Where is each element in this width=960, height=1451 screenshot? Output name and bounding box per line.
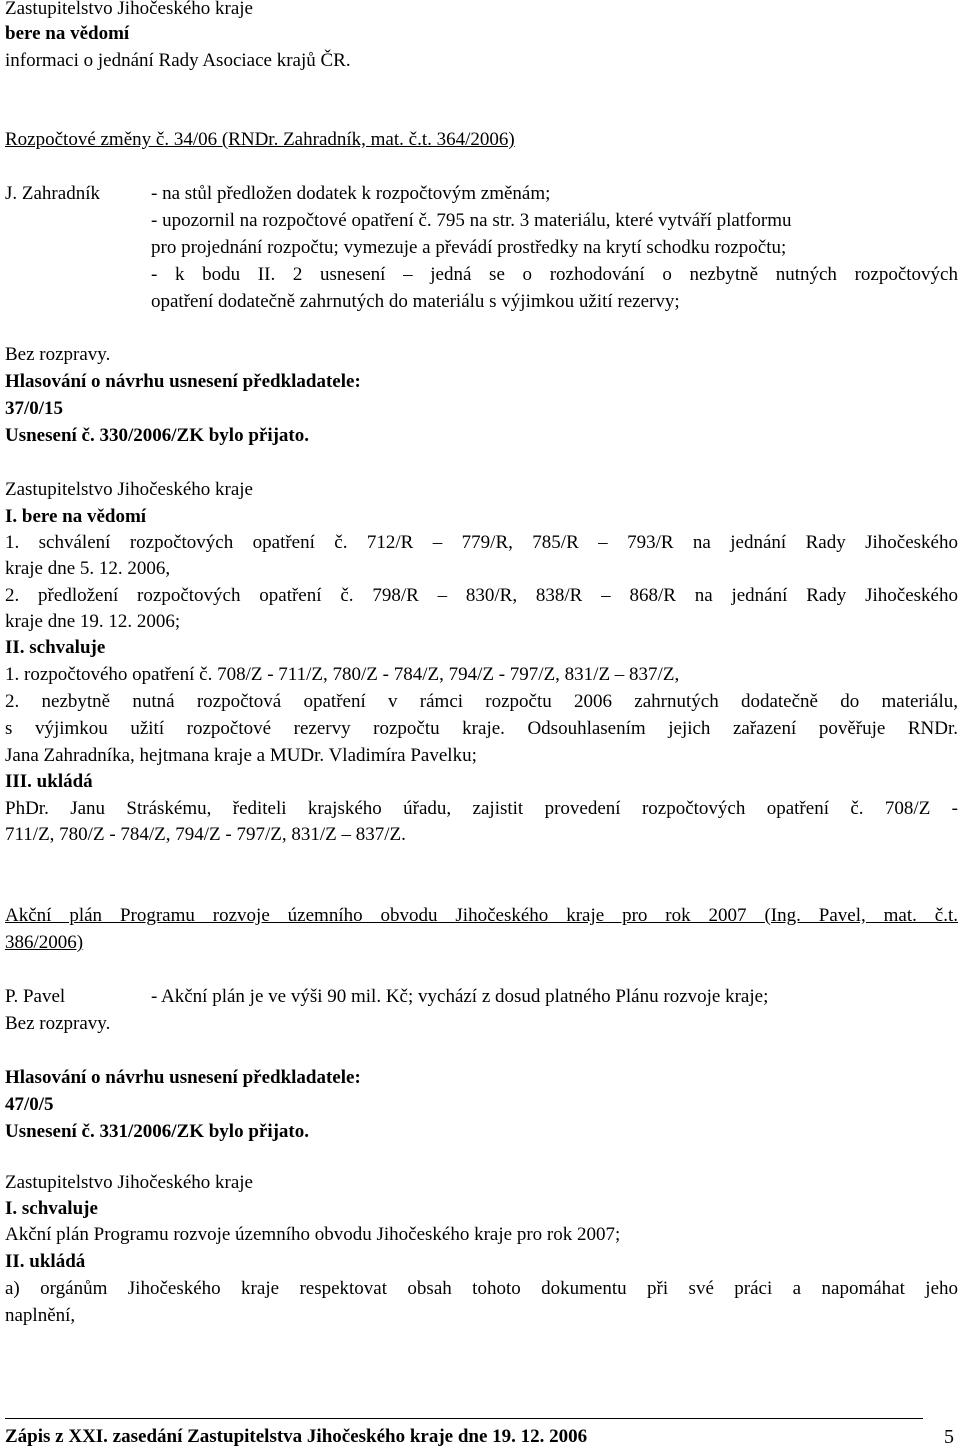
council-heading: Zastupitelstvo Jihočeského kraje	[5, 479, 253, 500]
resolution-line: Akční plán Programu rozvoje územního obvodu Jihočeského kraje pro rok 2007;	[5, 1224, 621, 1245]
resolution-status: Usnesení č. 330/2006/ZK bylo přijato.	[5, 425, 310, 446]
no-debate: Bez rozpravy.	[5, 344, 111, 365]
resolution-line: a) orgánům Jihočeského kraje respektovat obsah tohoto dokumentu při své práci a napomáhat jeho	[5, 1278, 958, 1299]
vote-label: Hlasování o návrhu usnesení předkladatele:	[5, 371, 361, 392]
noted-title: bere na vědomí	[5, 23, 130, 44]
action-plan-heading: 386/2006)	[5, 932, 84, 953]
speaker-point: - k bodu II. 2 usnesení – jedná se o rozhodování o nezbytně nutných rozpočtových	[151, 264, 958, 285]
speaker-name: P. Pavel	[5, 986, 66, 1007]
resolution-line: 2. nezbytně nutná rozpočtová opatření v rámci rozpočtu 2006 zahrnutých dodatečně do materiálu,	[5, 691, 958, 712]
resolution-line: kraje dne 5. 12. 2006,	[5, 558, 171, 579]
resolution-part-title: I. bere na vědomí	[5, 506, 147, 527]
resolution-line: kraje dne 19. 12. 2006;	[5, 611, 181, 632]
resolution-line: 1. schválení rozpočtových opatření č. 712/R – 779/R, 785/R – 793/R na jednání Rady Jihočeského	[5, 532, 958, 553]
speaker-name: J. Zahradník	[5, 183, 100, 204]
resolution-part-title: II. ukládá	[5, 1251, 86, 1272]
resolution-line: Jana Zahradníka, hejtmana kraje a MUDr. Vladimíra Pavelku;	[5, 745, 477, 766]
resolution-line: naplnění,	[5, 1305, 76, 1326]
resolution-line: PhDr. Janu Stráskému, řediteli krajského úřadu, zajistit provedení rozpočtových opatření č. 708/Z -	[5, 798, 958, 819]
council-heading: Zastupitelstvo Jihočeského kraje	[5, 0, 253, 19]
page-number: 5	[944, 1426, 954, 1448]
resolution-part-title: II. schvaluje	[5, 637, 106, 658]
resolution-line: 711/Z, 780/Z - 784/Z, 794/Z - 797/Z, 831/Z – 837/Z.	[5, 824, 406, 845]
vote-label: Hlasování o návrhu usnesení předkladatele:	[5, 1067, 361, 1088]
resolution-line: 1. rozpočtového opatření č. 708/Z - 711/Z, 780/Z - 784/Z, 794/Z - 797/Z, 831/Z – 837/Z,	[5, 664, 680, 685]
noted-text: informaci o jednání Rady Asociace krajů ČR.	[5, 50, 351, 71]
footer-divider	[5, 1418, 923, 1419]
no-debate: Bez rozpravy.	[5, 1013, 111, 1034]
resolution-line: 2. předložení rozpočtových opatření č. 798/R – 830/R, 838/R – 868/R na jednání Rady Jihočeského	[5, 585, 958, 606]
speaker-point: - Akční plán je ve výši 90 mil. Kč; vychází z dosud platného Plánu rozvoje kraje;	[151, 986, 769, 1007]
speaker-point: opatření dodatečně zahrnutých do materiálu s výjimkou užití rezervy;	[151, 291, 680, 312]
budget-changes-heading: Rozpočtové změny č. 34/06 (RNDr. Zahradník, mat. č.t. 364/2006)	[5, 129, 515, 150]
resolution-line: s výjimkou užití rozpočtové rezervy rozpočtu kraje. Odsouhlasením jejich zařazení pověřuje RNDr.	[5, 718, 958, 739]
resolution-status: Usnesení č. 331/2006/ZK bylo přijato.	[5, 1121, 310, 1142]
action-plan-heading: Akční plán Programu rozvoje územního obvodu Jihočeského kraje pro rok 2007 (Ing. Pavel, mat. č.t.	[5, 905, 958, 926]
speaker-point: - upozornil na rozpočtové opatření č. 795 na str. 3 materiálu, které vytváří platformu	[151, 210, 792, 231]
footer-text: Zápis z XXI. zasedání Zastupitelstva Jihočeského kraje dne 19. 12. 2006	[5, 1426, 588, 1447]
speaker-point: - na stůl předložen dodatek k rozpočtovým změnám;	[151, 183, 551, 204]
resolution-part-title: III. ukládá	[5, 771, 93, 792]
speaker-point: pro projednání rozpočtu; vymezuje a převádí prostředky na krytí schodku rozpočtu;	[151, 237, 787, 258]
vote-result: 47/0/5	[5, 1094, 54, 1115]
vote-result: 37/0/15	[5, 398, 64, 419]
council-heading: Zastupitelstvo Jihočeského kraje	[5, 1172, 253, 1193]
resolution-part-title: I. schvaluje	[5, 1198, 98, 1219]
